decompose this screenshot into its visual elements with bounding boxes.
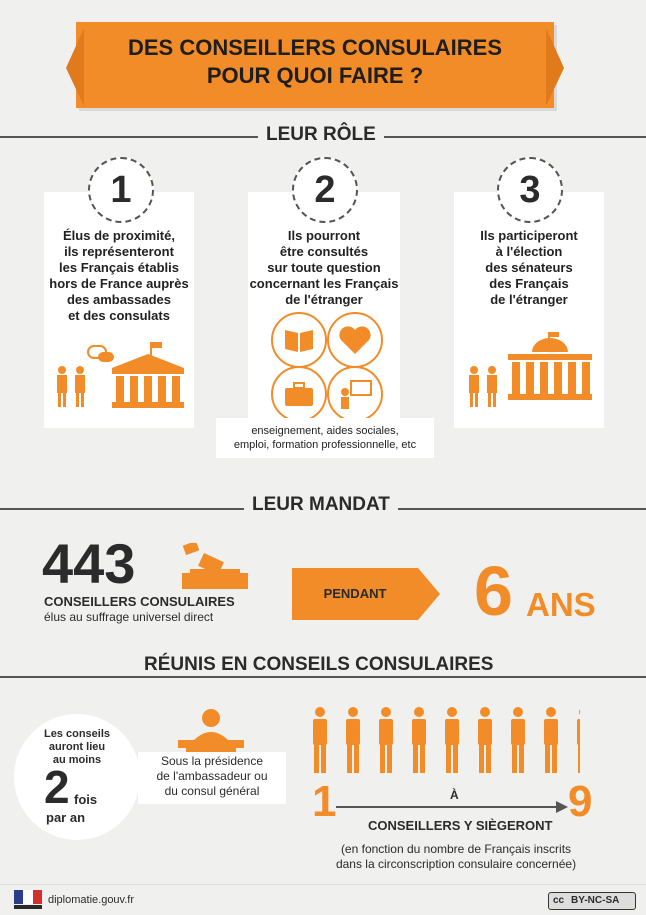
councillors-count-label: CONSEILLERS CONSULAIRES <box>44 594 235 609</box>
senate-people-icon <box>464 330 594 410</box>
footer-site-link[interactable]: diplomatie.gouv.fr <box>48 894 135 906</box>
role-card-2-note <box>216 418 434 458</box>
ballot-box-icon <box>180 543 250 589</box>
role-card-3-text <box>454 228 604 308</box>
text-line: de l'ambassadeur ou <box>156 769 268 783</box>
range-a-label: À <box>450 788 459 802</box>
text-line: ils représenteront <box>64 244 174 259</box>
cc-icon: cc <box>553 895 565 906</box>
person-icon <box>544 707 558 773</box>
marianne-logo-icon <box>14 890 42 910</box>
text-line: concernant les Français <box>249 276 399 291</box>
title-line-1: DES CONSEILLERS CONSULAIRES <box>127 35 503 60</box>
text-line: Sous la présidence <box>160 754 264 768</box>
embassy-people-icon <box>50 340 190 410</box>
text-line: emploi, formation professionnelle, etc <box>233 439 417 451</box>
text-line: des ambassades <box>66 292 172 307</box>
text-line: Ils participeront <box>480 228 578 243</box>
range-note <box>306 842 606 872</box>
title-line-2: POUR QUOI FAIRE ? <box>206 63 424 88</box>
person-icon <box>445 707 459 773</box>
years-label: ANS <box>526 586 596 623</box>
heart-handshake-icon <box>327 312 383 368</box>
cc-license-label: BY-NC-SA <box>571 895 620 906</box>
text-line: (en fonction du nombre de Français inscrits <box>340 842 572 856</box>
frequency-text <box>14 728 140 767</box>
role-number-2: 2 <box>292 157 358 223</box>
text-line: à l'élection <box>495 244 563 259</box>
text-line: du consul général <box>164 784 260 798</box>
frequency-number: 2 <box>44 761 70 813</box>
person-icon <box>478 707 492 773</box>
briefcase-icon <box>271 366 327 422</box>
section-title-conseils: RÉUNIS EN CONSEILS CONSULAIRES <box>136 654 501 676</box>
text-line: enseignement, aides sociales, <box>251 425 399 437</box>
person-icon <box>577 707 580 773</box>
text-line: des sénateurs <box>485 260 573 275</box>
book-icon <box>271 312 327 368</box>
text-line: de l'étranger <box>285 292 363 307</box>
text-line: de l'étranger <box>490 292 568 307</box>
text-line: au moins <box>52 754 102 766</box>
councillors-people-row <box>310 706 580 778</box>
role-number-1: 1 <box>88 157 154 223</box>
frequency-par-an: par an <box>46 810 86 825</box>
cc-license-badge <box>548 892 636 910</box>
councillors-count: 443 <box>42 532 136 595</box>
person-icon <box>511 707 525 773</box>
role-card-2-text <box>248 228 400 308</box>
person-icon <box>412 707 426 773</box>
section-divider <box>0 676 646 678</box>
councillors-count-sub: élus au suffrage universel direct <box>44 610 214 624</box>
section-title-mandat: LEUR MANDAT <box>244 494 398 516</box>
range-min: 1 <box>312 777 337 826</box>
person-icon <box>379 707 393 773</box>
text-line: dans la circonscription consulaire concernée) <box>335 857 577 871</box>
presidence-text <box>138 754 286 799</box>
text-line: auront lieu <box>48 741 106 753</box>
text-line: Les conseils <box>43 728 111 740</box>
person-icon <box>346 707 360 773</box>
text-line: Élus de proximité, <box>63 228 175 243</box>
text-line: et des consulats <box>68 308 170 323</box>
range-arrow <box>336 800 568 814</box>
text-line: les Français établis <box>59 260 179 275</box>
text-line: des Français <box>489 276 569 291</box>
range-max: 9 <box>568 777 593 826</box>
teacher-board-icon <box>327 366 383 422</box>
range-label: CONSEILLERS Y SIÈGERONT <box>368 818 553 833</box>
text-line: être consultés <box>279 244 369 259</box>
section-title-role: LEUR RÔLE <box>258 124 384 146</box>
pendant-label: PENDANT <box>323 586 387 601</box>
person-icon <box>313 707 327 773</box>
role-card-1-text <box>44 228 194 324</box>
text-line: sur toute question <box>267 260 381 275</box>
frequency-fois: fois <box>74 792 98 807</box>
years-number: 6 <box>474 552 513 630</box>
text-line: hors de France auprès <box>49 276 189 291</box>
role-number-3: 3 <box>497 157 563 223</box>
page-title <box>76 34 554 90</box>
text-line: Ils pourront <box>287 228 361 243</box>
